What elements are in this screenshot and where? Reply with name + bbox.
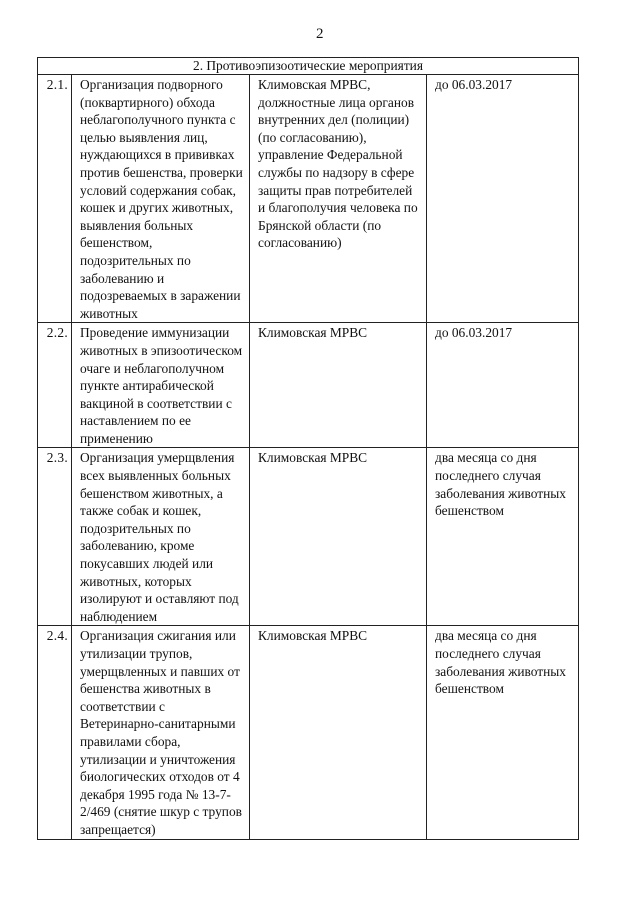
responsible-cell: Климовская МРВС <box>250 626 427 840</box>
deadline-cell: два месяца со дня последнего случая заболевания животных бешенством <box>427 626 579 840</box>
table-row <box>38 626 579 840</box>
action-cell: Организация сжигания или утилизации трупов, умерщвленных и павших от бешенства животных в соответствии с Ветеринарно-санитарными правилами сбора, утилизации и уничтожения биологических отходов от 4 декабря 1995 года № 13-7-2/469 (снятие шкур с трупов запрещается) <box>72 626 250 840</box>
row-number: 2.1. <box>38 75 72 323</box>
table-row <box>38 323 579 448</box>
deadline-cell: два месяца со дня последнего случая заболевания животных бешенством <box>427 448 579 626</box>
page-number: 2 <box>316 26 324 42</box>
responsible-cell: Климовская МРВС <box>250 448 427 626</box>
section-header-row <box>38 58 579 75</box>
responsible-cell: Климовская МРВС, должностные лица органов внутренних дел (полиции) (по согласованию), управление Федеральной службы по надзору в сфере защиты прав потребителей и благополучия человека по Брянской области (по согласованию) <box>250 75 427 323</box>
action-cell: Организация подворного (поквартирного) обхода неблагополучного пункта с целью выявления лиц, нуждающихся в прививках против бешенства, проверки условий содержания собак, кошек и других животных, выявления больных бешенством, подозрительных по заболеванию и подозреваемых в заражении животных <box>72 75 250 323</box>
action-cell: Организация умерщвления всех выявленных больных бешенством животных, а также собак и кошек, подозрительных по заболеванию, кроме покусавших людей или животных, которых изолируют и оставляют под наблюдением <box>72 448 250 626</box>
deadline-cell: до 06.03.2017 <box>427 75 579 323</box>
section-title: 2. Противоэпизоотические мероприятия <box>38 58 579 75</box>
responsible-cell: Климовская МРВС <box>250 323 427 448</box>
row-number: 2.2. <box>38 323 72 448</box>
action-cell: Проведение иммунизации животных в эпизоотическом очаге и неблагополучном пункте антирабической вакциной в соответствии с наставлением по ее применению <box>72 323 250 448</box>
row-number: 2.3. <box>38 448 72 626</box>
table-row <box>38 448 579 626</box>
table-row <box>38 75 579 323</box>
row-number: 2.4. <box>38 626 72 840</box>
measures-table <box>37 57 579 840</box>
deadline-cell: до 06.03.2017 <box>427 323 579 448</box>
